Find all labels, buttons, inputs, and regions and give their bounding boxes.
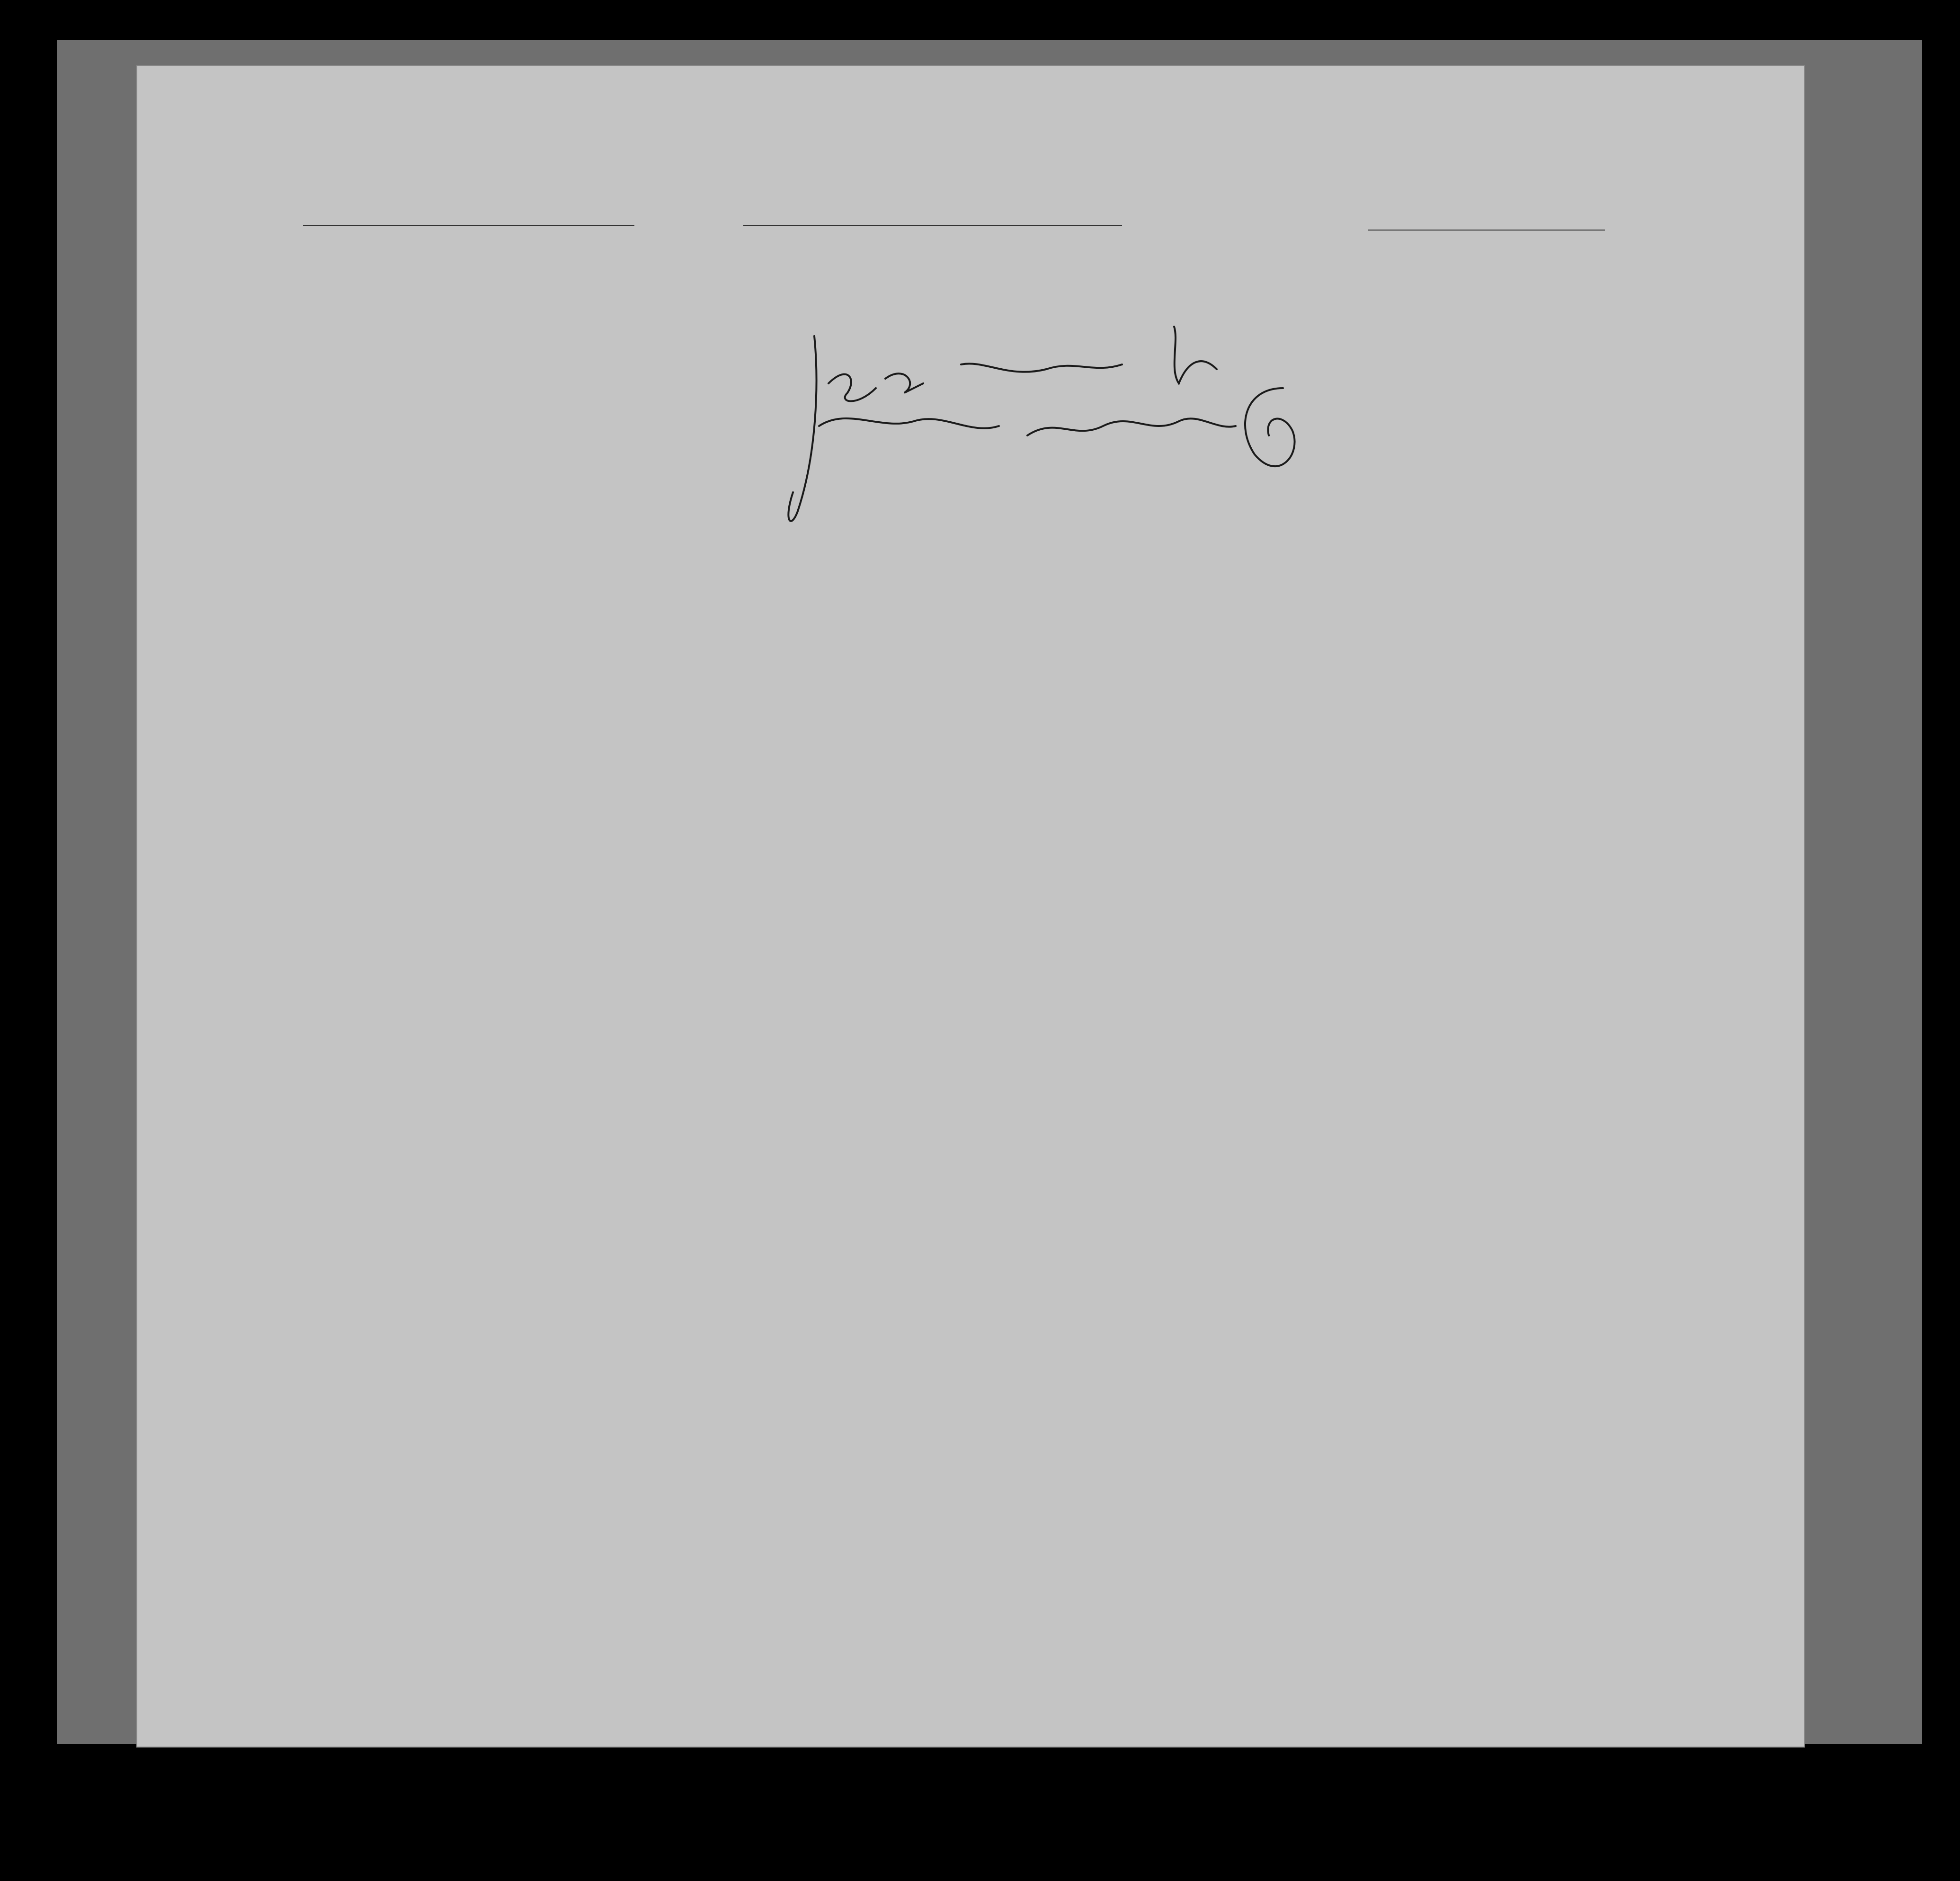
signature-stroke-7 xyxy=(1245,388,1295,466)
date-underline xyxy=(989,225,1122,226)
signature-stroke-3 xyxy=(961,364,1122,372)
port-to-underline xyxy=(1368,230,1605,231)
signature-stroke-j xyxy=(788,336,816,521)
signature-stroke-5 xyxy=(819,418,999,428)
signature-stroke-4 xyxy=(1174,327,1217,383)
signature-stroke-6 xyxy=(1027,418,1236,435)
signature-stroke-1 xyxy=(829,374,876,401)
handwritten-signature xyxy=(762,312,1434,615)
manifest-sheet xyxy=(137,66,1804,1747)
signature-stroke-2 xyxy=(885,373,923,393)
ship-underline xyxy=(303,225,634,226)
